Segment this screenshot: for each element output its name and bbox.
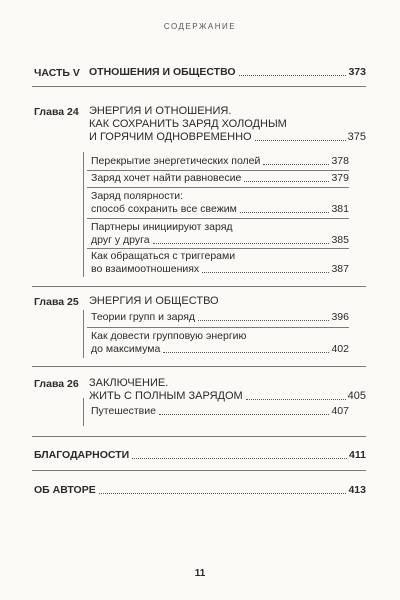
toc-section[interactable] xyxy=(91,250,349,276)
section-title: способ сохранить все свежим xyxy=(91,203,237,215)
divider xyxy=(32,86,366,87)
chapter-title-line: ЖИТЬ С ПОЛНЫМ ЗАРЯДОМ xyxy=(89,390,243,402)
page-number: 387 xyxy=(331,263,349,275)
page-number: 407 xyxy=(331,405,349,417)
dot-leader xyxy=(99,493,347,494)
dot-leader xyxy=(132,458,347,459)
chapter-label: Глава 26 xyxy=(34,378,79,390)
dot-leader xyxy=(246,399,346,400)
page-number: 379 xyxy=(331,172,349,184)
chapter-title-line: ЗАКЛЮЧЕНИЕ. xyxy=(89,377,169,389)
section-title: во взаимоотношениях xyxy=(91,263,200,275)
toc-section[interactable] xyxy=(91,311,349,324)
page-number: 378 xyxy=(331,155,349,167)
divider xyxy=(32,436,366,437)
toc-section[interactable] xyxy=(91,405,349,418)
page-number: 402 xyxy=(331,343,349,355)
section-title: Заряд хочет найти равновесие xyxy=(91,172,242,184)
part-title: ОТНОШЕНИЯ И ОБЩЕСТВО xyxy=(89,66,236,78)
section-rule xyxy=(83,310,84,358)
dot-leader xyxy=(163,352,329,353)
divider xyxy=(87,187,349,188)
section-title: Перекрытие энергетических полей xyxy=(91,155,261,167)
toc-entry-about[interactable] xyxy=(34,484,366,497)
part-label: ЧАСТЬ V xyxy=(34,67,80,79)
dot-leader xyxy=(263,164,329,165)
page-number: 405 xyxy=(347,390,366,402)
toc-entry-ch26[interactable] xyxy=(89,377,366,403)
dot-leader xyxy=(198,320,329,321)
divider xyxy=(87,170,349,171)
dot-leader xyxy=(240,212,330,213)
chapter-title-line: ЭНЕРГИЯ И ОТНОШЕНИЯ. xyxy=(89,105,232,117)
section-title: Партнеры инициируют заряд xyxy=(91,221,233,233)
divider xyxy=(87,218,349,219)
section-rule xyxy=(83,152,84,277)
toc-entry-ch25[interactable] xyxy=(89,295,366,308)
toc-entry-part5[interactable] xyxy=(89,66,366,79)
section-title: БЛАГОДАРНОСТИ xyxy=(34,449,130,461)
page-number: 396 xyxy=(331,311,349,323)
toc-section[interactable] xyxy=(91,155,349,168)
toc-section[interactable] xyxy=(91,190,349,216)
dot-leader xyxy=(202,272,329,273)
section-title: Заряд полярности: xyxy=(91,190,184,202)
section-title: до максимума xyxy=(91,343,161,355)
chapter-title-line: И ГОРЯЧИМ ОДНОВРЕМЕННО xyxy=(89,131,252,143)
chapter-title-line: КАК СОХРАНИТЬ ЗАРЯД ХОЛОДНЫМ xyxy=(89,118,287,130)
section-title: друг у друга xyxy=(91,234,150,246)
page-number: 375 xyxy=(347,131,366,143)
divider xyxy=(32,286,366,287)
page-number: 413 xyxy=(348,484,366,496)
section-title: Путешествие xyxy=(91,405,156,417)
page-number: 385 xyxy=(331,234,349,246)
chapter-title: ЭНЕРГИЯ И ОБЩЕСТВО xyxy=(89,295,219,307)
toc-section[interactable] xyxy=(91,330,349,356)
dot-leader xyxy=(255,140,346,141)
divider xyxy=(32,366,366,367)
section-title: ОБ АВТОРЕ xyxy=(34,484,96,496)
section-title: Как довести групповую энергию xyxy=(91,330,247,342)
toc-section[interactable] xyxy=(91,221,349,247)
dot-leader xyxy=(153,243,330,244)
divider xyxy=(87,327,349,328)
page-number: 373 xyxy=(348,66,366,78)
toc-section[interactable] xyxy=(91,172,349,185)
toc-entry-acknowledgements[interactable] xyxy=(34,449,366,462)
dot-leader xyxy=(159,414,330,415)
divider xyxy=(32,470,366,471)
chapter-label: Глава 25 xyxy=(34,296,79,308)
toc-entry-ch24[interactable] xyxy=(89,105,366,144)
section-rule xyxy=(83,398,84,426)
chapter-label: Глава 24 xyxy=(34,106,79,118)
dot-leader xyxy=(239,75,347,76)
section-title: Как обращаться с триггерами xyxy=(91,250,236,262)
dot-leader xyxy=(244,181,329,182)
page-number: 411 xyxy=(349,449,366,461)
running-head: СОДЕРЖАНИЕ xyxy=(163,22,237,31)
page-folio: 11 xyxy=(194,568,206,579)
section-title: Теории групп и заряд xyxy=(91,311,196,323)
divider xyxy=(87,248,349,249)
page-number: 381 xyxy=(331,203,349,215)
